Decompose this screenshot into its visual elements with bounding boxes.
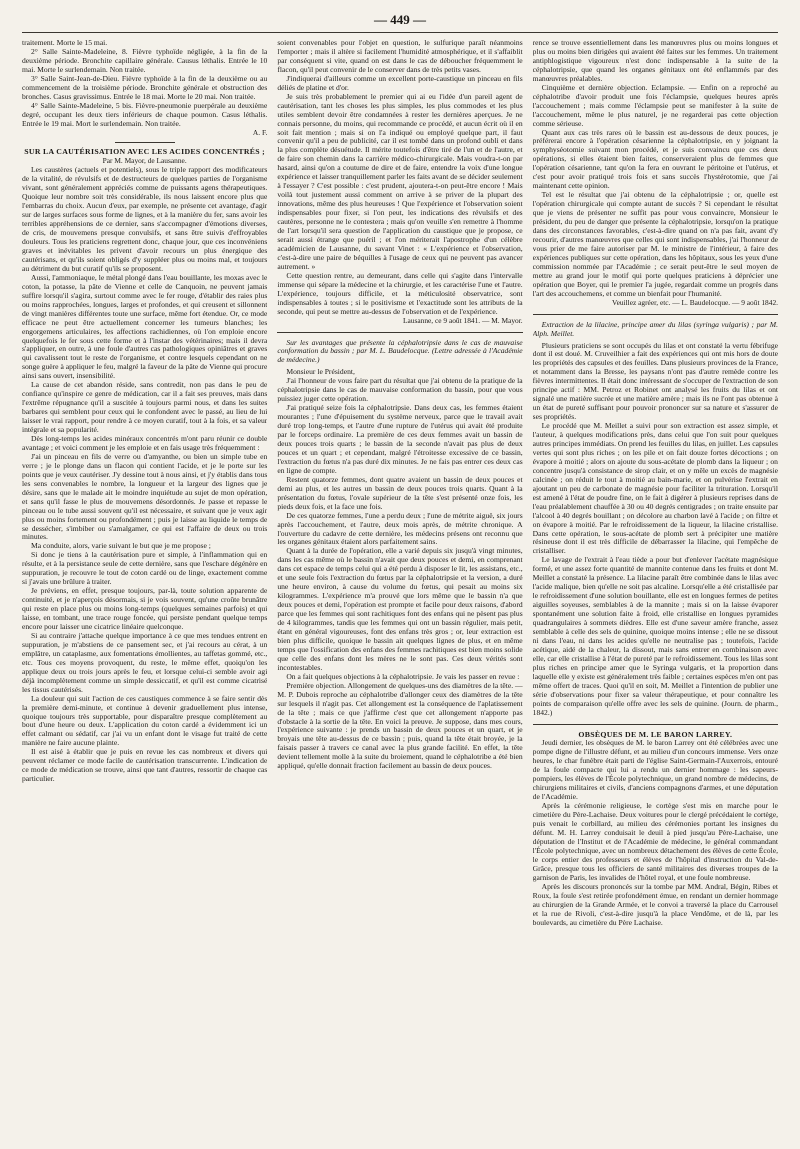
- paragraph: Aussi, l'ammoniaque, le métal plongé dans l'eau bouillante, les moxas avec le coton, la potasse, la pâte de Vienne et celle de Canquoin, ne peuvent jamais suffire lorsqu'il s'agira, surtout comme avec le fer rouge, d'établir des raies plus ou moins rapprochées, longues, larges et profondes, et qui creusent et sillonnent de vingt manières différentes toute une surface, même fort étendue. Or, ce mode efficace ne peut être actuellement concerner les tumeurs blanches; les engorgemens articulaires, les affections rachidiennes, où l'on emploie encore quelquefois le fer sous cette forme et à l'instar des vétérinaires; mais il devra s'appliquer, en outre, à une foule d'autres cas pathologiques opiniâtres et graves qui cavalissent tout le reste de l'organisme, et contre lesquels cependant on ne songe guère à appliquer le feu, malgré la faveur de la pâte de Vienne qui procure ainsi sans ouvert, insensibilité.: [22, 272, 268, 381]
- header-rule: [22, 32, 778, 33]
- paragraph: Ma conduite, alors, varie suivant le but que je me propose ;: [31, 541, 211, 551]
- paragraph: Si donc je tiens à la cautérisation pure et simple, à l'inflammation qui en résulte, et à la persistance seule de cette dernière, sans que l'eschare dégénère en suppuration, je recouvre le tout de coton cardé ou de linge, exactement comme si j'avais une brûlure à traiter.: [22, 550, 268, 587]
- paragraph: Je suis très probablement le premier qui ai eu l'idée d'un pareil agent de cautérisation, tant les choses les plus simples, les plus commodes et les plus utiles semblent devoir être condamnées à rester les dernières aperçues. Je ne connais personne, du moins, qui recommande ce procédé, et aucun écrit où il en soit fait mention ; mais si on l'a indiqué ou employé quelque part, il faut convenir qu'il a peu de publicité, car il est tombé dans un profond oubli et dans la plus complète désuétude. Il mérite toutefois d'être tiré de l'un et de l'autre, et de faire son chemin dans la carrière médico-chirurgicale. Mais voudra-t-on par hasard, ainsi qu'on a coutume de dire et de faire, entendre la voix d'une longue expérience et laisser tranquillement parler les faits avant de se décider seulement à l'essayer ? C'est possible : c'est prudent, ajoutera-t-on peut-être encore ! Mais voilà tout justement aussi comment on arrive à se priver de la plupart des innovations, même des plus heureuses ! Que l'expérience et l'observation soient indispensables pour fixer, si l'on peut, les indications des révulsifs et des cautères, personne ne le contestera ; mais qu'on veuille s'en remettre à l'homme de l'art lorsqu'il sera question de l'application du caustique que je propose, ce serait aussi étrange que puéril ; et l'on mériterait l'apostrophe d'un célèbre académicien de Lausanne, du savant Vinet : « L'expérience et l'observation, c'est-à-dire une paire de béquilles à l'usage de ceux qui ne peuvent pas avancer autrement. »: [277, 91, 523, 271]
- case-line: 2° Salle Sainte-Madeleine, 8. Fièvre typhoïde négligée, à la fin de la deuxième période. Bronchite capillaire générale. Causus léthalis. Entrée le 10 mai. Morte le surlendemain. Non traitée.: [22, 46, 268, 74]
- article-heading: SUR LA CAUTÉRISATION AVEC LES ACIDES CONCENTRÉS ;: [24, 147, 266, 157]
- case-line: 4° Salle Sainte-Madeleine, 5 bis. Fièvre-pneumonie puerpérale au deuxième degré, occupant les deux tiers inférieurs de chaque poumon. Casus léthalis. Entrée le 19 mai. Mort le surlendemain. Non traitée.: [22, 100, 268, 128]
- paragraph: Première objection. Allongement de quelques-uns des diamètres de la tête. — M. P. Dubois reproche au céphalotribe d'allonger ceux des diamètres de la tête sur lesquels il n'agit pas. Cet allongement est la conséquence de l'aplatissement de la tête ; mais ce que j'affirme c'est que cet allongement n'apporte pas d'obstacle à la sortie de la tête. En voici la preuve. Je suppose, dans mes cours, l'expérience suivante : je prends un bassin de deux pouces et un quart, et je broyais une tête au-dessus de ce bassin ; puis, quand la tête était broyée, je la faisais passer à travers ce canal avec la plus grande facilité. En effet, la tête devient tellement molle à la suite du broiement, quand le céphalotribe a été bien appliqué, qu'elle donnait fraction facilement au bassin de deux pouces.: [277, 680, 523, 771]
- divider: [115, 142, 175, 143]
- paragraph: rence se trouve essentiellement dans les manœuvres plus ou moins longues et plus ou moins bien dirigées qui avaient été faites sur les femmes. Un traitement antiphlogistique vigoureux n'est donc indispensable à la suite de la céphalotripsie, que quand les organes génitaux ont été enflammés par des manœuvres préalables.: [532, 39, 778, 83]
- divider: [533, 724, 778, 725]
- paragraph: Quant à la durée de l'opération, elle a varié depuis six jusqu'à vingt minutes, dans les cas même où le bassin n'avait que deux pouces et demi, en comprenant dans cet espace de temps celui qui a été perdu à disposer le lit, les assistans, etc., et une seule fois l'extraction du fœtus par la céphalotripsie et la version, a duré une heure environ, à cause du volume du fœtus, qui pesait au moins six kilogrammes. L'expérience m'a prouvé que lors même que le bassin n'a que deux pouces et demi, l'opération est prompte et facile pour deux raisons, d'abord parce que les femmes qui sont rachitiques font des enfans qui ne pèsent pas plus de 4 kilogrammes, tandis que les femmes qui ont un bassin régulier, mais petit, étant en général vigoureuses, font des enfans très gros ; or, leur extraction est bien plus difficile, quoique le bassin ait quelques lignes de plus, et en même temps que l'ossification des enfans des femmes rachitiques est bien moins solide que celle des enfans dont les mères ne le sont pas. Ces deux vérités sont incontestables.: [277, 546, 523, 672]
- case-line: 3° Salle Saint-Jean-de-Dieu. Fièvre typhoïde à la fin de la deuxième ou au commencement de la troisième période. Bronchite générale et obstruction des bronches. Casus gravissimus. Entrée le 18 mai. Morte le 20 mai. Non traitée.: [22, 73, 268, 101]
- paragraph: Le lavage de l'extrait à l'eau tiède a pour but d'enlever l'acétate magnésique formé, et une assez forte quantité de mannite contenue dans les fruits et dont M. Meillet a constaté la présence. La lilacine paraît être combinée dans le lilas avec l'acide malique, bien qu'elle ne soit pas alcaline. Lorsqu'elle a été cristallisée par le refroidissement d'une solution bouillante, elle est en longues fermes de petites aiguilles soyeuses, semblables à de la mannite ; mais si on la laisse évaporer spontanément une solution faite à froid, elle cristallise en longues pyramides quadrangulaires à sommets dièdres. Elle est d'une saveur amère franche, assez semblable à celle des sels de quinine, quoique moins intense ; elle ne se dissout ni dans l'eau, ni dans les acides qu'elle ne neutralise pas ; toutefois, l'acide acétique, aidé de la chaleur, la dissout, mais sans entrer en combinaison avec elle, car elle cristallise à l'état de pureté par le refroidissement. Tous les lilas sont plus riches en principe amer que le Syringa vulgaris, et la proportion dans laquelle elle y existe est généralement très faible ; certaines espèces m'en ont pas même offert de traces. Quoi qu'il en soit, M. Meillet a l'intention de publier une série d'observations pour fixer sa valeur thérapeutique, et pour connaître les points de comparaison qu'elle offre avec les sels de quinine. (Journ. de pharm., 1842.): [532, 555, 778, 717]
- paragraph: Si au contraire j'attache quelque importance à ce que mes tendues entrent en suppuration, je m'abstiens de ce pansement sec, et j'ai recours au cérat, à un emplâtre, un cataplasme, aux fomentations émollientes, au taffetas gommé, etc., etc. Tous ces moyens provoquent, du reste, le même effet, quoiqu'on les applique deux ou trois jours après le feu, et lorsque celui-ci semble avoir agi déjà incomplètement comme un simple dessiccatif, et qu'il est comme cicatrisé les tissus cautérisés.: [22, 630, 268, 694]
- paragraph: soient convenables pour l'objet en question, le sulfurique paraît néanmoins l'emporter ; mais il altère si facilement l'humidité atmosphérique, et il s'affaiblit par conséquent si vite, quand on est dans le cas de déboucher fréquemment le flacon, qu'il peut convenir de le conserver dans de très petits vases.: [277, 39, 523, 74]
- paragraph: Monsieur le Président,: [286, 367, 355, 377]
- paragraph: Quant aux cas très rares où le bassin est au-dessous de deux pouces, je préférerai encore à l'opération césarienne la céphalotripsie, en y joignant la symphyséotomie suivant mon procédé, et je suis convaincu que ces deux opérations, si elles étaient bien faites, conserveraient plus de femmes que l'opération césarienne, tant qu'on la fera en ouvrant le péritoine et l'utérus, et c'est pour avoir pratiqué trois fois et sans succès l'hystérotomie, que j'ai maintenant cette opinion.: [532, 127, 778, 191]
- paragraph: J'ai pratiqué seize fois la céphalotripsie. Dans deux cas, les femmes étaient mourantes ; l'une d'épuisement du système nerveux, parce que le travail avait duré trop long-temps, et l'autre d'une rupture de l'utérus qui avait été produite par le forceps ordinaire. La première de ces deux femmes avait un bassin de deux pouces trois quarts ; le bassin de la seconde n'avait pas plus de deux pouces et un quart ; et cependant, malgré l'étroitesse excessive de ce bassin, l'extraction du fœtus n'a pas duré dix minutes. Je ne fais pas entrer ces deux cas en ligne de compte.: [277, 403, 523, 475]
- paragraph: Après la cérémonie religieuse, le cortège s'est mis en marche pour le cimetière du Père-Lachaise. Deux voitures pour le clergé précédaient le cortège, puis venait le corbillard, au milieu des cérémonies portant les insignes du défunt. M. H. Larrey conduisait le deuil à pied jusqu'au Père-Lachaise, une députation de l'Institut et de l'Académie de médecine, le général commandant l'École polytechnique, avec un nombreux détachement des élèves de cette École, le corps entier des professeurs et élèves de l'hôpital d'instruction du Val-de-Grâce, presque tous les officiers de santé militaires des diverses troupes de la garnison de Paris, les invalides de l'hôtel royal, et une foule nombreuse.: [532, 801, 778, 882]
- paragraph: Il est aisé à établir que je puis en revue les cas nombreux et divers qui peuvent réclamer ce mode facile de cautérisation transcurrente. L'indication de ce mode de médication se trouve, ainsi que tant d'autres, ressortir de chaque cas particulier.: [22, 747, 268, 784]
- paragraph: Dès long-temps les acides minéraux concentrés m'ont paru réunir ce double avantage ; et voici comment je les emploie et en fais usage très fréquemment :: [22, 433, 268, 452]
- article-heading: Sur les avantages que présente la céphalotripsie dans le cas de mauvaise conformation du bassin ; par M. L. Baudelocque. (Lettre adressée à l'Académie de médecine.): [277, 337, 523, 365]
- article-byline: Par M. Mayor, de Lausanne.: [102, 156, 187, 166]
- paragraph: Jeudi dernier, les obsèques de M. le baron Larrey ont été célébrées avec une pompe digne de l'illustre défunt, et au milieu d'un concours immense. Vers onze heures, le char funèbre était parti de l'église Saint-Germain-l'Auxerrois, entouré de la foule compacte qui lui a rendu un dernier hommage : les sapeurs-pompiers, les élèves de l'École polytechnique, un grand nombre de médecins, de chirurgiens militaires et civils, d'anciens compagnons d'armes, et une députation de l'Académie.: [532, 738, 778, 802]
- column-2: [277, 39, 522, 1144]
- paragraph: Je préviens, en effet, presque toujours, par-là, toute solution apparente de continuité, et je n'aperçois désormais, si je vois souvent, qu'une croûte brunâtre qui reste en place plus ou moins long-temps (quelques semaines parfois) et qui laisse, en tombant, une trace rouge foncée, qui persiste pendant quelque temps encore pour laisser une cicatrice linéaire quelconque.: [22, 586, 268, 631]
- paragraph: La cause de cet abandon réside, sans contredit, non pas dans le peu de confiance qu'inspire ce genre de médication, car il a fait ses preuves, mais dans l'extrême répugnance qu'il a suscitée à toujours parmi nous, et dans les suites barbares qui semblent pour ceux qui le confondent avec le passé, au lieu de lui laisser le vrai rapport, pour rendre à ce moyen curatif, tout à la fois, et sa valeur intégrale et sa popularité.: [22, 380, 268, 435]
- paragraph: J'indiquerai d'ailleurs comme un excellent porte-caustique un pinceau en fils déliés de platine et d'or.: [277, 73, 523, 92]
- paragraph: Tel est le résultat que j'ai obtenu de la céphalotripsie ; or, quelle est l'opération chirurgicale qui compte autant de succès ? Si cependant le résultat que je viens de présenter ne suffit pas pour vous convaincre, Monsieur le président, du peu de danger que présente la céphalotripsie, lorsqu'on la pratique dans des circonstances favorables, c'est-à-dire quand on n'a pas fait, avant d'y recourir, d'autres manœuvres que celles qui sont indispensables, j'ai l'honneur de vous prier de me faire autoriser par M. le ministre de l'intérieur, à faire des expériences publiques sur cette opération, dans les hôpitaux, sous les yeux d'une commission nommée par l'Académie ; ce serait peut-être le seul moyen de mettre au grand jour le motif qui porte quelques praticiens à déprécier une opération que Boyer, qui le premier l'a jugée, regardait comme un progrès dans l'art des accouchemens, et comme un bienfait pour l'humanité.: [532, 190, 778, 298]
- paragraph: De ces quatorze femmes, l'une a perdu deux ; l'une de métrite aiguë, six jours après l'accouchement, et l'autre, deux mois après, de métrite chronique. A l'ouverture du cadavre de cette dernière, les médecins présens ont reconnu que les organes génitaux étaient alors parfaitement sains.: [277, 510, 523, 547]
- signature: Veuillez agréer, etc. — L. Baudelocque. — 9 août 1842.: [612, 297, 778, 307]
- paragraph: Restent quatorze femmes, dont quatre avaient un bassin de deux pouces et demi au plus, et les autres un bassin de deux pouces trois quarts. Quant à la présentation du fœtus, l'ovale supérieur de la tête s'est présenté onze fois, les pieds deux fois, et la face une fois.: [277, 474, 523, 511]
- paragraph: Le procédé que M. Meillet a suivi pour son extraction est assez simple, et l'auteur, à quelques modifications près, dans celui que l'on suit pour quelques autres principes immédiats. On prend les feuilles du lilas, en juillet. Les capsules vertes qui sont plus riches ; on les pile et on fait douze fortes décoctions ; on évapore à moitié ; alors on ajoute du sous-acétate de plomb dans la liqueur ; on concentre jusqu'à consistance de sirop clair, et on y mêle un excès de magnésie calcinée ; on réduit le tout à moitié au bain-marie, et on pulvérise l'extrait en ajoutant un peu de carbonate de magnésie pour faciliter la trituration. Lorsqu'il est amené à l'état de poudre fine, on le fait à digérer à plusieurs reprises dans de l'eau préalablement chauffée à 30 ou 40 degrés centigrades ; on traite ensuite par l'alcool à 40 degrés bouillant ; on décolore au charbon lavé à l'acide ; on filtre et on évapore à moitié. Par le refroidissement de la liqueur, la lilacine cristallise. Dans cette opération, le sous-acétate de plomb sert à précipiter une matière résineuse dont il est très difficile de débarrasser la lilacine, qui l'empêche de cristalliser.: [532, 421, 778, 556]
- case-line: traitement. Morte le 15 mai.: [22, 39, 108, 47]
- divider: [277, 332, 522, 333]
- columns: [22, 39, 778, 1144]
- paragraph: On a fait quelques objections à la céphalotripsie. Je vais les passer en revue :: [286, 671, 520, 681]
- paragraph: Plusieurs praticiens se sont occupés du lilas et ont constaté la vertu fébrifuge dont il est doué. M. Cruveilhier a fait des expériences qui ont mis hors de doute les propriétés des capsules et des feuilles. Dans plusieurs provinces de la France, et notamment dans la Bresse, les paysans n'ont pas d'autre remède contre les fièvres intermittentes. Il était donc intéressant de s'occuper de l'extraction de son principe actif : MM. Petroz et Robinet ont analysé les fruits du lilas et ont signalé une matière sucrée et une matière amère ; mais ils ne l'ont pas obtenue à un état de pureté suffisant pour pouvoir prononcer sur sa nature et s'assurer de ses propriétés.: [532, 340, 778, 422]
- paragraph: Après les discours prononcés sur la tombe par MM. Andral, Bégin, Ribes et Roux, la foule s'est retirée profondément émue, en rendant un dernier hommage au chirurgien de la Grande Armée, et le convoi a traversé la place du Carrousel et la rue de Rivoli, c'est-à-dire jusqu'à la place Vendôme, et de là, par les boulevards, au cimetière du Père Lachaise.: [532, 881, 778, 927]
- paragraph: J'ai l'honneur de vous faire part du résultat que j'ai obtenu de la pratique de la céphalotripsie dans le cas de mauvaise conformation du bassin, pour que vous puissiez juger cette opération.: [277, 376, 523, 404]
- signature: Lausanne, ce 9 août 1841. — M. Mayor.: [402, 315, 523, 325]
- column-3: [533, 39, 778, 1144]
- divider: [533, 314, 778, 315]
- article-heading: OBSÈQUES DE M. LE BARON LARREY.: [578, 729, 733, 739]
- paragraph: Les caustères (actuels et potentiels), sous le triple rapport des modificateurs de la vitalité, de révulsifs et de destructeurs de quelques parties de l'organisme vivant, sont généralement appréciés comme de puissants agens thérapeutiques. Quoique leur nombre soit très considérable, ils nous laissent encore plus que l'embarras du choix. Aucun d'eux, par exemple, ne présente cet avantage, d'agir sur de larges surfaces sous forme de lignes, et à la manière du fer, sans avoir les terribles appréhensions de ce dernier, sans s'accompagner d'émotions diverses, de cris, de mouvemens presque convulsifs, et sans être suivis d'effroyables douleurs. Tous les praticiens regrettent donc, chaque jour, que ces inconvéniens graves et inévitables les privent d'avoir recours un plus énergique des cautérisans, et qu'ils soient obligés d'y suppléer plus ou moins mal, et toujours au détriment du but curatif qu'ils se proposent.: [22, 165, 268, 273]
- signature: A. F.: [252, 127, 268, 137]
- paragraph: La douleur qui suit l'action de ces caustiques commence à se faire sentir dès la première demi-minute, et continue à devenir graduellement plus intense, quoique toujours très supportable, pour disparaître presque complètement au bout d'une heure ou deux. L'application du coton cardé a évidemment ici un effet calmant ou sédatif, car j'ai vu un enfant dont le visage fut traité de cette manière ne faire aucune plainte.: [22, 693, 268, 748]
- column-1: [22, 39, 267, 1144]
- paragraph: Cinquième et dernière objection. Eclampsie. — Enfin on a reproché au céphalotribe d'avoir produit une fois l'éclampsie, quelques heures après l'accouchement ; mais comme l'éclampsie peut se manifester à la suite de l'accouchement, même le plus naturel, je ne regarderai pas cette objection comme sérieuse.: [532, 82, 778, 128]
- paragraph: J'ai un pinceau en fils de verre ou d'amyanthe, ou bien un simple tube en verre ; je le plonge dans un flacon qui contient l'acide, et je le porte sur les points que je veux cautériser. J'y dessine tout à nous ainsi, et j'y établis dans tous les sens convenables le nombre, la longueur et la largeur des lignes que je désire, sans que le malade ait le moindre inquiétude au sujet de mon opération, et sans qu'il fasse le plus de mouvemens désordonnés. Je passe et repasse le pinceau ou le tube aussi souvent qu'il est nécessaire, et suivant que je veux agir plus ou moins fortement ou profondément ; puis je laisse au liquide le temps de se dessécher, s'imbiber ou s'amalgamer, ce qui est l'affaire de deux ou trois minutes.: [22, 451, 268, 542]
- article-heading: Extraction de la lilacine, principe amer du lilas (syringa vulgaris) ; par M. Alph. Meillet.: [532, 319, 778, 338]
- paragraph: Cette question rentre, au demeurant, dans celle qui s'agite dans l'intervalle immense qui sépare la médecine et la chirurgie, et les caractérise l'une et l'autre. L'expérience, toujours difficile, et la méticulosité observatrice, sont indispensables à toutes ; si le positivisme et l'exactitude sont les attributs de la seconde, qui peut se mettre au-dessus de l'observation et de l'expérience.: [277, 270, 523, 316]
- page-number: — 449 —: [374, 12, 426, 27]
